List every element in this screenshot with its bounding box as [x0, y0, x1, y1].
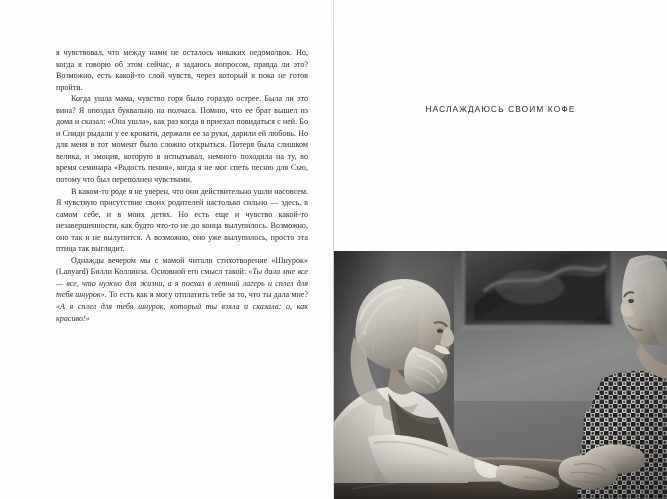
photo-two-men-at-table	[334, 251, 667, 499]
paragraph: В каком-то роде я не уверен, что они действительно ушли насовсем. Я чувствую присутствие своих родителей настолько сильно — здесь, в самом себе, и в моих детях. Но есть еще и чувство какой-то незавершенности, как будто что-то не до конца вылупилось. Возможно, оно так и не вылупится. А возможно, оно уже вылупилось, просто эта птица так выглядит.	[56, 186, 308, 254]
section-heading: НАСЛАЖДАЮСЬ СВОИМ КОФЕ	[425, 104, 576, 114]
left-page	[0, 0, 333, 499]
right-page	[334, 0, 667, 499]
body-text-column	[56, 47, 308, 324]
photo-illustration	[334, 251, 667, 499]
poem-quote-second: «А я сплел для тебя шнурок, который ты взяла и сказала: о, как красиво!»	[56, 302, 308, 323]
paragraph: Когда ушла мама, чувство горя было гораздо острее. Была ли это вина? Я опоздал буквально на полчаса. Помню, что ее брат вышел из дома и сказал: «Она ушла», как раз когда я приехал повидаться с ней. Бо и Спиди рыдали у ее кровати, держали ее за руки, дарили ей любовь. Но для меня в тот момент было сложно открыться. Потеря была слишком велика, и эмоция, которую я испытывал, немного походила на ту, во время семинара «Радость пения», когда я не мог спеть песню для Сью, потому что был переполнен чувствами.	[56, 94, 308, 185]
poem-quote-first: «Ты дала мне все — все, что нужно для жизни, а я поехал в летний лагерь и сплел для тебя шнурок».	[56, 267, 308, 300]
paragraph-with-quotes	[56, 255, 308, 324]
paragraph: я чувствовал, что между нами не осталось никаких недомолвок. Но, когда я говорю об этом сейчас, я задаюсь вопросом, правда ли это? Возможно, есть какой-то слой чувств, через который я пока не готов пройти.	[56, 48, 308, 92]
quote-lead-in: Однажды вечером мы с мамой читали стихотворение «Шнурок» (Lanyard) Билли Коллинза. Основной его смысл такой:	[56, 255, 308, 277]
quote-bridge: То есть как я могу отплатить тебе за то, что ты дала мне?	[106, 290, 308, 300]
